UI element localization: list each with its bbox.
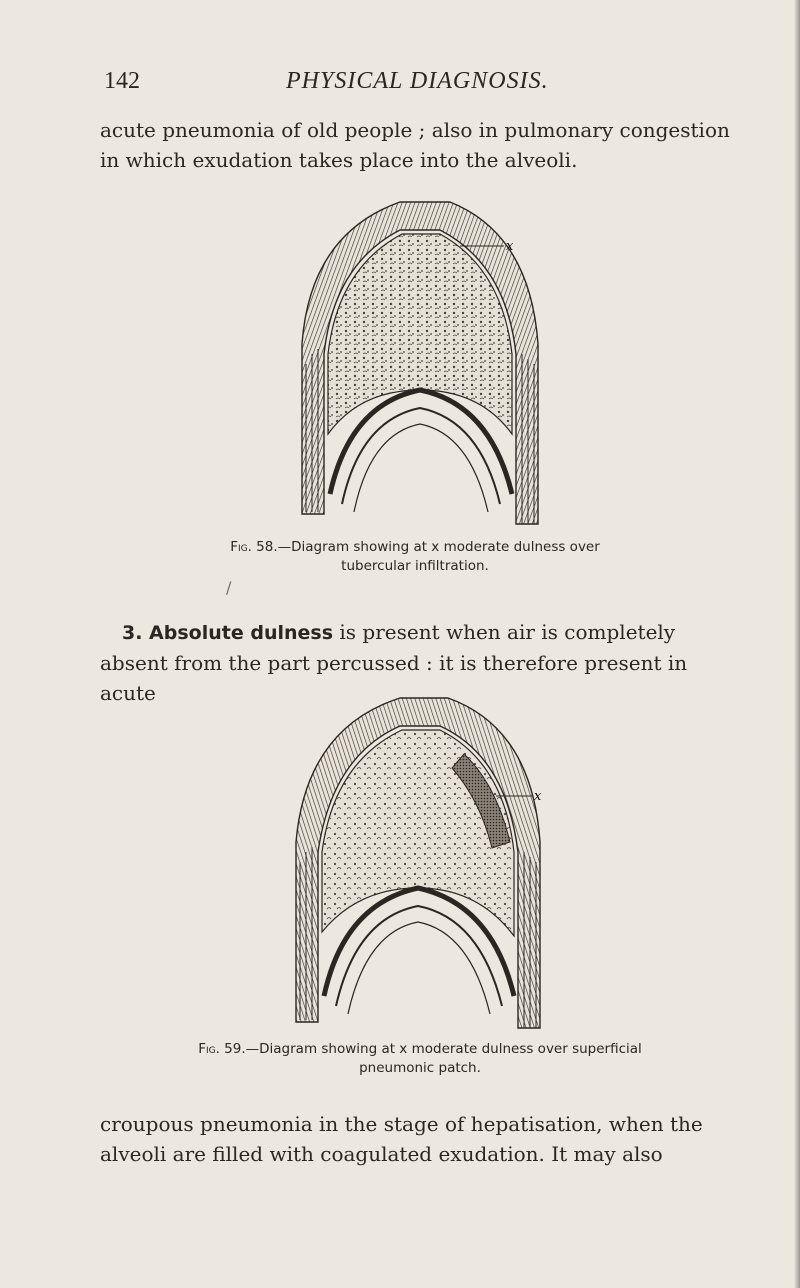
figure-58-caption-text: —Diagram showing at x moderate dulness over tubercular infiltration. [277,539,600,574]
page-edge-shadow [794,0,800,1288]
figure-58-marker: x [506,239,514,254]
figure-58-caption [200,538,630,576]
paragraph-1: acute pneumonia of old people ; also in pulmonary congestion in which exudation takes place into the alveoli. [100,118,730,172]
figure-58-diagram [290,194,550,534]
figure-59-label: Fig. 59. [198,1041,246,1057]
running-head: PHYSICAL DIAGNOSIS. [286,68,549,94]
absolute-dulness-heading: 3. Absolute dulness [122,622,334,644]
page-number: 142 [104,68,140,94]
figure-59-diagram [282,692,554,1032]
page-header [100,68,720,102]
figure-59-marker: x [534,789,542,804]
paragraph-3: croupous pneumonia in the stage of hepatisation, when the alveoli are filled with coagulated exudation. It may also [100,1112,703,1166]
figure-59-caption [170,1040,670,1078]
paragraph-2-text: is present when air is completely absent from the part percussed : it is therefore present in acute [100,620,688,705]
figure-58-label: Fig. 58. [230,539,278,555]
pencil-mark: / [226,578,232,597]
figure-59-caption-text: —Diagram showing at x moderate dulness over superficial pneumonic patch. [245,1041,642,1076]
